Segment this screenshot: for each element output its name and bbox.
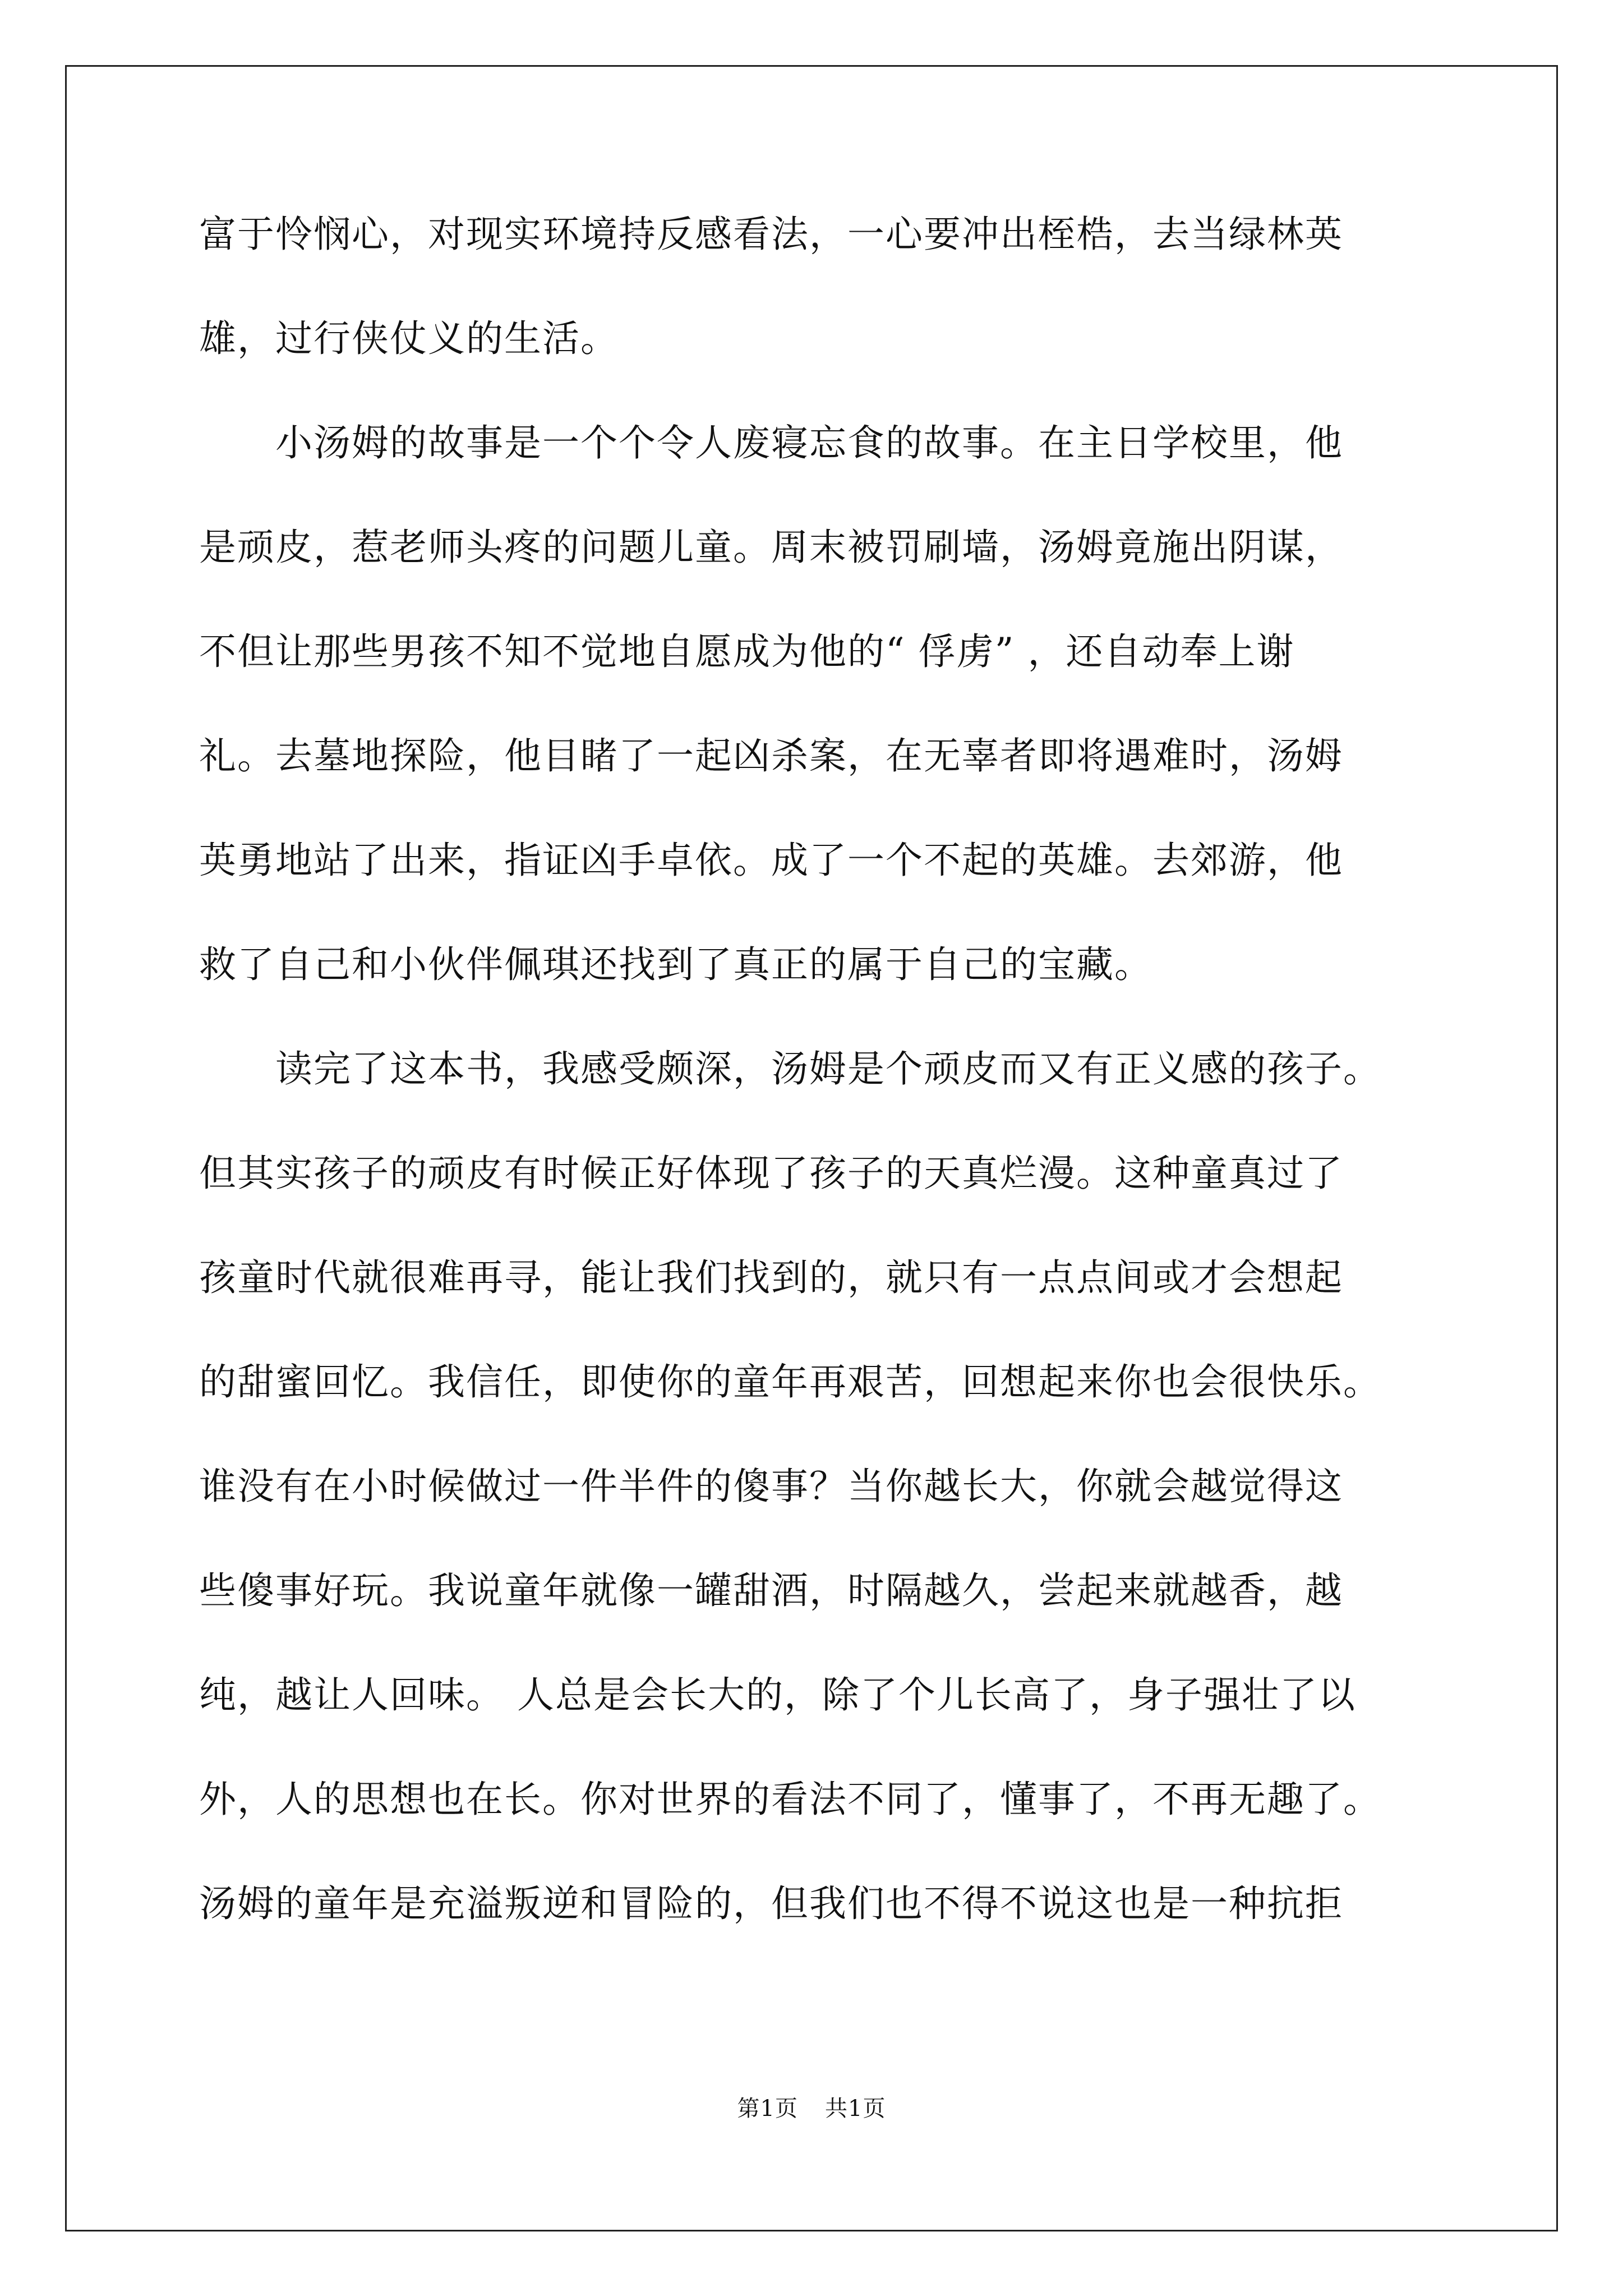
document-body bbox=[199, 213, 1438, 1987]
text-line: 富于怜悯心，对现实环境持反感看法，一心要冲出桎梏，去当绿林英 bbox=[199, 213, 1343, 256]
text-line: 是顽皮，惹老师头疼的问题儿童。周末被罚刷墙，汤姆竟施出阴谋， bbox=[199, 526, 1343, 569]
text-line: 读完了这本书，我感受颇深，汤姆是个顽皮而又有正义感的孩子。 bbox=[199, 1047, 1381, 1091]
text-line: 救了自己和小伙伴佩琪还找到了真正的属于自己的宝藏。 bbox=[199, 943, 1152, 986]
text-line: 英勇地站了出来，指证凶手卓依。成了一个不起的英雄。去郊游，他 bbox=[199, 839, 1343, 882]
page-total: 共1页 bbox=[825, 2096, 886, 2122]
text-line: 的甜蜜回忆。我信任，即使你的童年再艰苦，回想起来你也会很快乐。 bbox=[199, 1360, 1381, 1404]
text-line: 孩童时代就很难再寻，能让我们找到的，就只有一点点间或才会想起 bbox=[199, 1256, 1343, 1299]
text-line: 但其实孩子的顽皮有时候正好体现了孩子的天真烂漫。这种童真过了 bbox=[199, 1152, 1343, 1195]
text-line: 小汤姆的故事是一个个令人废寝忘食的故事。在主日学校里，他 bbox=[199, 421, 1343, 464]
text-line: 雄，过行侠仗义的生活。 bbox=[199, 317, 619, 360]
text-line: 外，人的思想也在长。你对世界的看法不同了，懂事了，不再无趣了。 bbox=[199, 1778, 1381, 1821]
text-line: 不但让那些男孩不知不觉地自愿成为他的“ 俘虏” ，还自动奉上谢 bbox=[199, 630, 1295, 673]
text-line: 礼。去墓地探险，他目睹了一起凶杀案，在无辜者即将遇难时，汤姆 bbox=[199, 734, 1343, 777]
page-footer bbox=[0, 2091, 1623, 2123]
text-line: 汤姆的童年是充溢叛逆和冒险的，但我们也不得不说这也是一种抗拒 bbox=[199, 1882, 1343, 1925]
page-number: 第1页 bbox=[737, 2096, 798, 2122]
text-line: 些傻事好玩。我说童年就像一罐甜酒，时隔越久，尝起来就越香，越 bbox=[199, 1569, 1343, 1612]
text-line: 纯，越让人回味。 人总是会长大的，除了个儿长高了，身子强壮了以 bbox=[199, 1673, 1356, 1717]
text-line: 谁没有在小时候做过一件半件的傻事？当你越长大，你就会越觉得这 bbox=[199, 1465, 1343, 1508]
